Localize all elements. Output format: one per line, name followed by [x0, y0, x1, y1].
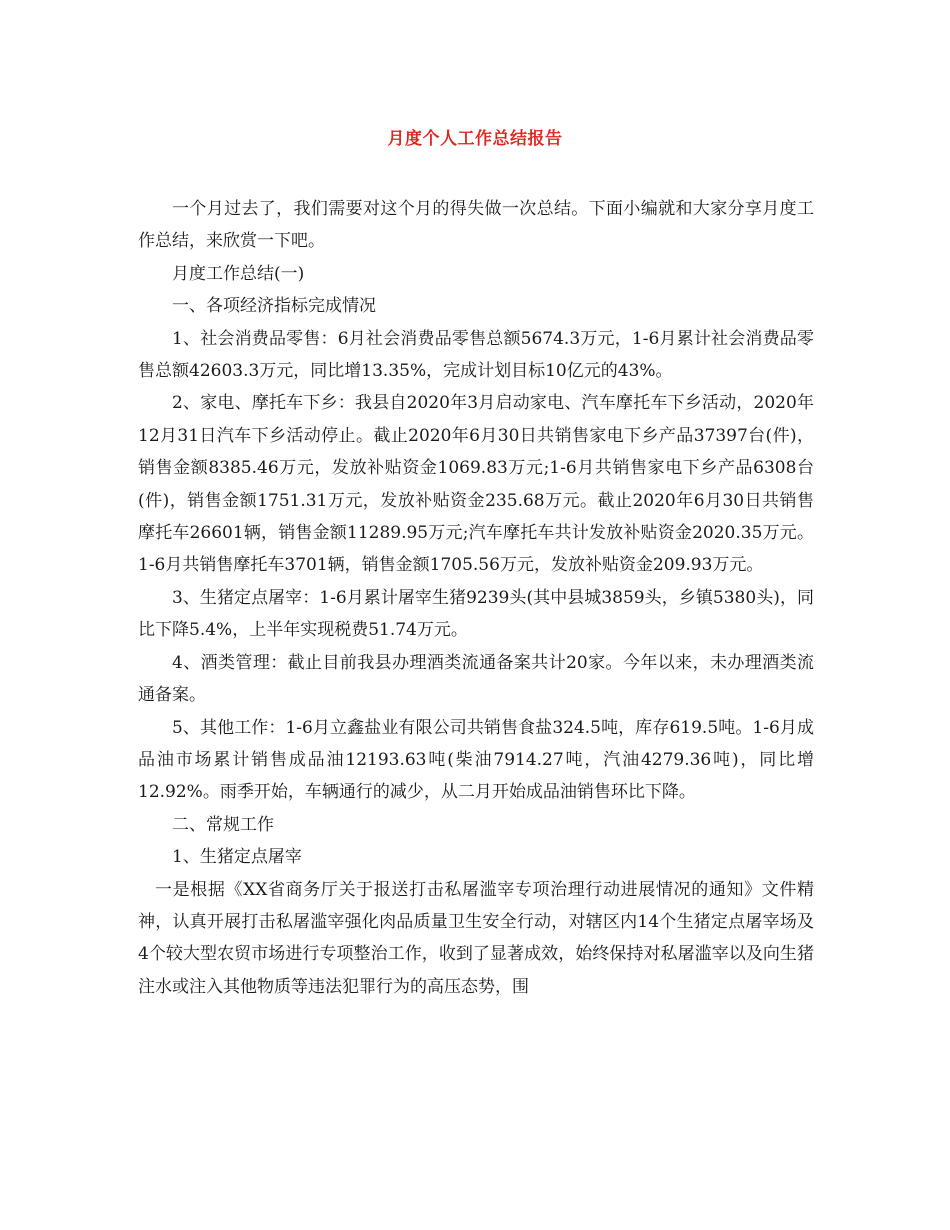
paragraph-special-campaign: 一是根据《XX省商务厅关于报送打击私屠滥宰专项治理行动进展情况的通知》文件精神，认真开展打击私屠滥宰强化肉品质量卫生安全行动，对辖区内14个生猪定点屠宰场及4个较大型农贸市场进行专项整治工作，收到了显著成效，始终保持对私屠滥宰以及向生猪注水或注入其他物质等违法犯罪行为的高压态势，围 — [138, 879, 814, 997]
section-heading-economic-indicators: 一、各项经济指标完成情况 — [172, 296, 376, 317]
paragraph-retail-sales: 1、社会消费品零售：6月社会消费品零售总额5674.3万元，1-6月累计社会消费品零售总额42603.3万元，同比增13.35%，完成计划目标10亿元的43%。 — [138, 328, 814, 382]
paragraph-pig-slaughter: 3、生猪定点屠宰：1-6月累计屠宰生猪9239头(其中县城3859头，乡镇5380头)，同比下降5.4%，上半年实现税费51.74万元。 — [138, 587, 814, 641]
paragraph-other-work: 5、其他工作：1-6月立鑫盐业有限公司共销售食盐324.5吨，库存619.5吨。1-6月成品油市场累计销售成品油12193.63吨(柴油7914.27吨，汽油4279.36吨)，同比增12.92%。雨季开始，车辆通行的减少，从二月开始成品油销售环比下降。 — [138, 717, 814, 803]
paragraph-summary-heading: 月度工作总结(一) — [172, 263, 305, 284]
paragraph-appliances-motorcycles: 2、家电、摩托车下乡：我县自2020年3月启动家电、汽车摩托车下乡活动，2020年12月31日汽车下乡活动停止。截止2020年6月30日共销售家电下乡产品37397台(件)，销售金额8385.46万元，发放补贴资金1069.83万元;1-6月共销售家电下乡产品6308台(件)，销售金额1751.31万元，发放补贴资金235.68万元。截止2020年6月30日共销售摩托车26601辆，销售金额11289.95万元;汽车摩托车共计发放补贴资金2020.35万元。1-6月共销售摩托车3701辆，销售金额1705.56万元，发放补贴资金209.93万元。 — [138, 393, 814, 576]
paragraph-liquor-management: 4、酒类管理：截止目前我县办理酒类流通备案共计20家。今年以来，未办理酒类流通备案。 — [138, 652, 814, 706]
document-body — [138, 193, 814, 1003]
paragraph-intro: 一个月过去了，我们需要对这个月的得失做一次总结。下面小编就和大家分享月度工作总结，来欣赏一下吧。 — [138, 199, 814, 252]
section-heading-routine-work: 二、常规工作 — [172, 814, 274, 835]
subheading-pig-slaughter: 1、生猪定点屠宰 — [172, 847, 302, 868]
document-title: 月度个人工作总结报告 — [387, 129, 563, 149]
